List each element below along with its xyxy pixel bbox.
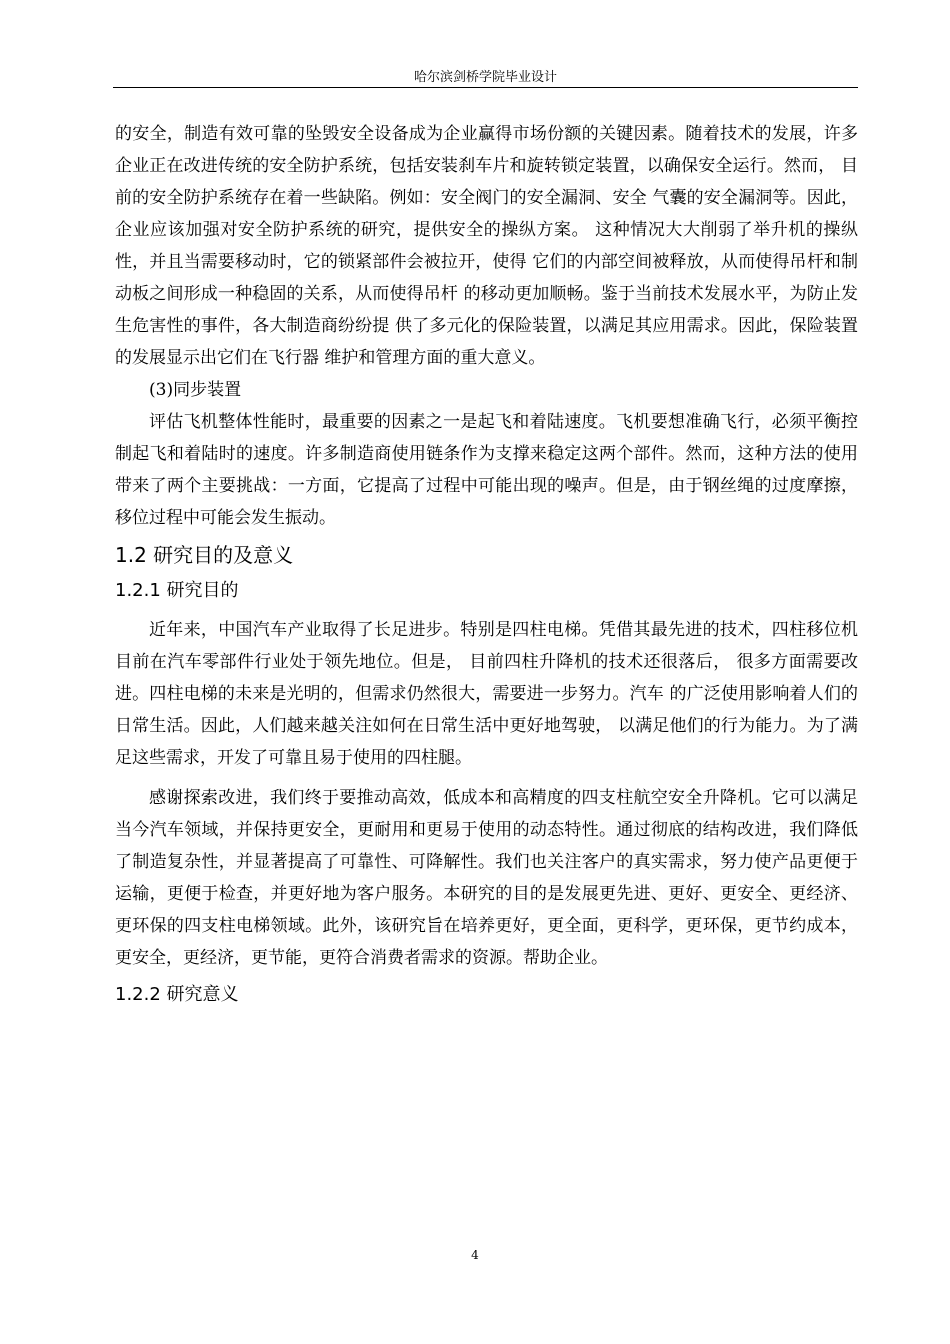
paragraph: 的安全，制造有效可靠的坠毁安全设备成为企业赢得市场份额的关键因素。随着技术的发展，许多企业正在改进传统的安全防护系统，包括安装刹车片和旋转锁定装置，以确保安全运行。然而， 目前的安全防护系统存在着一些缺陷。例如：安全阀门的安全漏洞、安全 气囊的安全漏洞等。因此，企业应该加强对安全防护系统的研究，提供安全的操纵方案。 这种情况大大削弱了举升机的操纵性，并且当需要移动时，它的锁紧部件会被拉开，使得 它们的内部空间被释放，从而使得吊杆和制动板之间形成一种稳固的关系，从而使得吊杆 的移动更加顺畅。鉴于当前技术发展水平，为防止发生危害性的事件，各大制造商纷纷提 供了多元化的保险装置，以满足其应用需求。因此，保险装置的发展显示出它们在飞行器 维护和管理方面的重大意义。 [115,124,858,368]
list-item-heading: (3)同步装置 [149,380,242,400]
page-header: 哈尔滨剑桥学院毕业设计 [413,70,557,85]
page-number: 4 [471,1248,479,1262]
section-heading: 1.2 研究目的及意义 [115,543,294,567]
paragraph: 近年来，中国汽车产业取得了长足进步。特别是四柱电梯。凭借其最先进的技术，四柱移位机目前在汽车零部件行业处于领先地位。但是， 目前四柱升降机的技术还很落后， 很多方面需要改进。四柱电梯的未来是光明的，但需求仍然很大，需要进一步努力。汽车 的广泛使用影响着人们的日常生活。因此，人们越来越关注如何在日常生活中更好地驾驶， 以满足他们的行为能力。为了满足这些需求，开发了可靠且易于使用的四柱腿。 [115,620,858,768]
paragraph: 评估飞机整体性能时，最重要的因素之一是起飞和着陆速度。飞机要想准确飞行，必须平衡控制起飞和着陆时的速度。许多制造商使用链条作为支撑来稳定这两个部件。然而，这种方法的使用带来了两个主要挑战：一方面，它提高了过程中可能出现的噪声。但是，由于钢丝绳的过度摩擦，移位过程中可能会发生振动。 [115,412,858,528]
document-body [115,118,858,1018]
subsection-heading: 1.2.1 研究目的 [115,580,239,601]
paragraph: 感谢探索改进，我们终于要推动高效，低成本和高精度的四支柱航空安全升降机。它可以满足当今汽车领域，并保持更安全，更耐用和更易于使用的动态特性。通过彻底的结构改进，我们降低了制造复杂性，并显著提高了可靠性、可降解性。我们也关注客户的真实需求，努力使产品更便于运输，更便于检查，并更好地为客户服务。本研究的目的是发展更先进、更好、更安全、更经济、更环保的四支柱电梯领域。此外，该研究旨在培养更好，更全面，更科学，更环保，更节约成本，更安全，更经济，更节能，更符合消费者需求的资源。帮助企业。 [115,788,858,968]
subsection-heading: 1.2.2 研究意义 [115,984,239,1005]
header-divider [113,87,858,88]
